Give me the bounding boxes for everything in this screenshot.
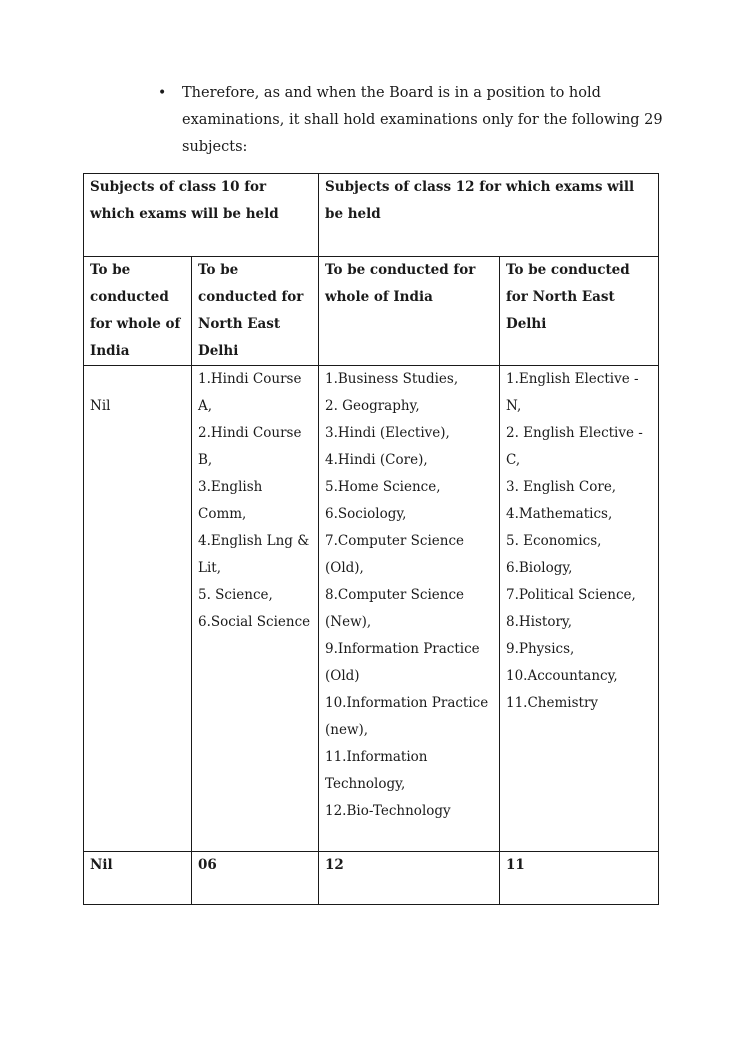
- list-item: 9.Physics,: [506, 641, 575, 657]
- list-item: 6.Sociology,: [325, 506, 407, 522]
- list-item: 3.English Comm,: [198, 479, 263, 522]
- c12-india-list: [319, 366, 500, 852]
- list-item: 10.Information Practice (new),: [325, 695, 489, 738]
- subjects-table: [83, 173, 659, 905]
- table-header-row: [84, 174, 659, 257]
- list-item: 11.Information Technology,: [325, 749, 428, 792]
- list-item: 3. English Core,: [506, 479, 617, 495]
- list-item: 9.Information Practice (Old): [325, 641, 480, 684]
- list-item: 5.Home Science,: [325, 479, 441, 495]
- list-item: 2. English Elective -C,: [506, 425, 643, 468]
- subheader-c12-india: To be conducted for whole of India: [319, 257, 500, 366]
- bullet-paragraph: [158, 80, 678, 161]
- list-item: 1.Hindi Course A,: [198, 371, 302, 414]
- header-class10: Subjects of class 10 for which exams will be held: [84, 174, 319, 257]
- list-item: 3.Hindi (Elective),: [325, 425, 450, 441]
- bullet-text: Therefore, as and when the Board is in a position to hold examinations, it shall hold examinations only for the following 29 subjects:: [182, 85, 663, 155]
- c12-ne-delhi-list: [500, 366, 659, 852]
- list-item: 12.Bio-Technology: [325, 803, 451, 819]
- list-item: 11.Chemistry: [506, 695, 599, 711]
- bullet-symbol: •: [158, 85, 167, 101]
- list-item: 4.English Lng & Lit,: [198, 533, 310, 576]
- header-class12: Subjects of class 12 for which exams will be held: [319, 174, 659, 257]
- list-item: 2. Geography,: [325, 398, 420, 414]
- c10-india-value: Nil: [84, 366, 192, 852]
- list-item: 7.Political Science,: [506, 587, 636, 603]
- list-item: 4.Hindi (Core),: [325, 452, 428, 468]
- list-item: 1.Business Studies,: [325, 371, 459, 387]
- table-subjects-row: [84, 366, 659, 852]
- table-subheader-row: [84, 257, 659, 366]
- list-item: 5. Science,: [198, 587, 273, 603]
- total-c10-ne-delhi: 06: [192, 852, 319, 905]
- subheader-c10-india: To be conducted for whole of India: [84, 257, 192, 366]
- list-item: 6.Biology,: [506, 560, 573, 576]
- total-c12-india: 12: [319, 852, 500, 905]
- table-totals-row: [84, 852, 659, 905]
- subheader-c10-ne-delhi: To be conducted for North East Delhi: [192, 257, 319, 366]
- list-item: 10.Accountancy,: [506, 668, 618, 684]
- subheader-c12-ne-delhi: To be conducted for North East Delhi: [500, 257, 659, 366]
- total-c10-india: Nil: [84, 852, 192, 905]
- list-item: 7.Computer Science (Old),: [325, 533, 464, 576]
- c10-ne-delhi-list: [192, 366, 319, 852]
- list-item: 6.Social Science: [198, 614, 311, 630]
- list-item: 8.Computer Science (New),: [325, 587, 464, 630]
- list-item: 8.History,: [506, 614, 573, 630]
- total-c12-ne-delhi: 11: [500, 852, 659, 905]
- list-item: 1.English Elective - N,: [506, 371, 639, 414]
- list-item: 2.Hindi Course B,: [198, 425, 302, 468]
- list-item: 5. Economics,: [506, 533, 602, 549]
- list-item: 4.Mathematics,: [506, 506, 613, 522]
